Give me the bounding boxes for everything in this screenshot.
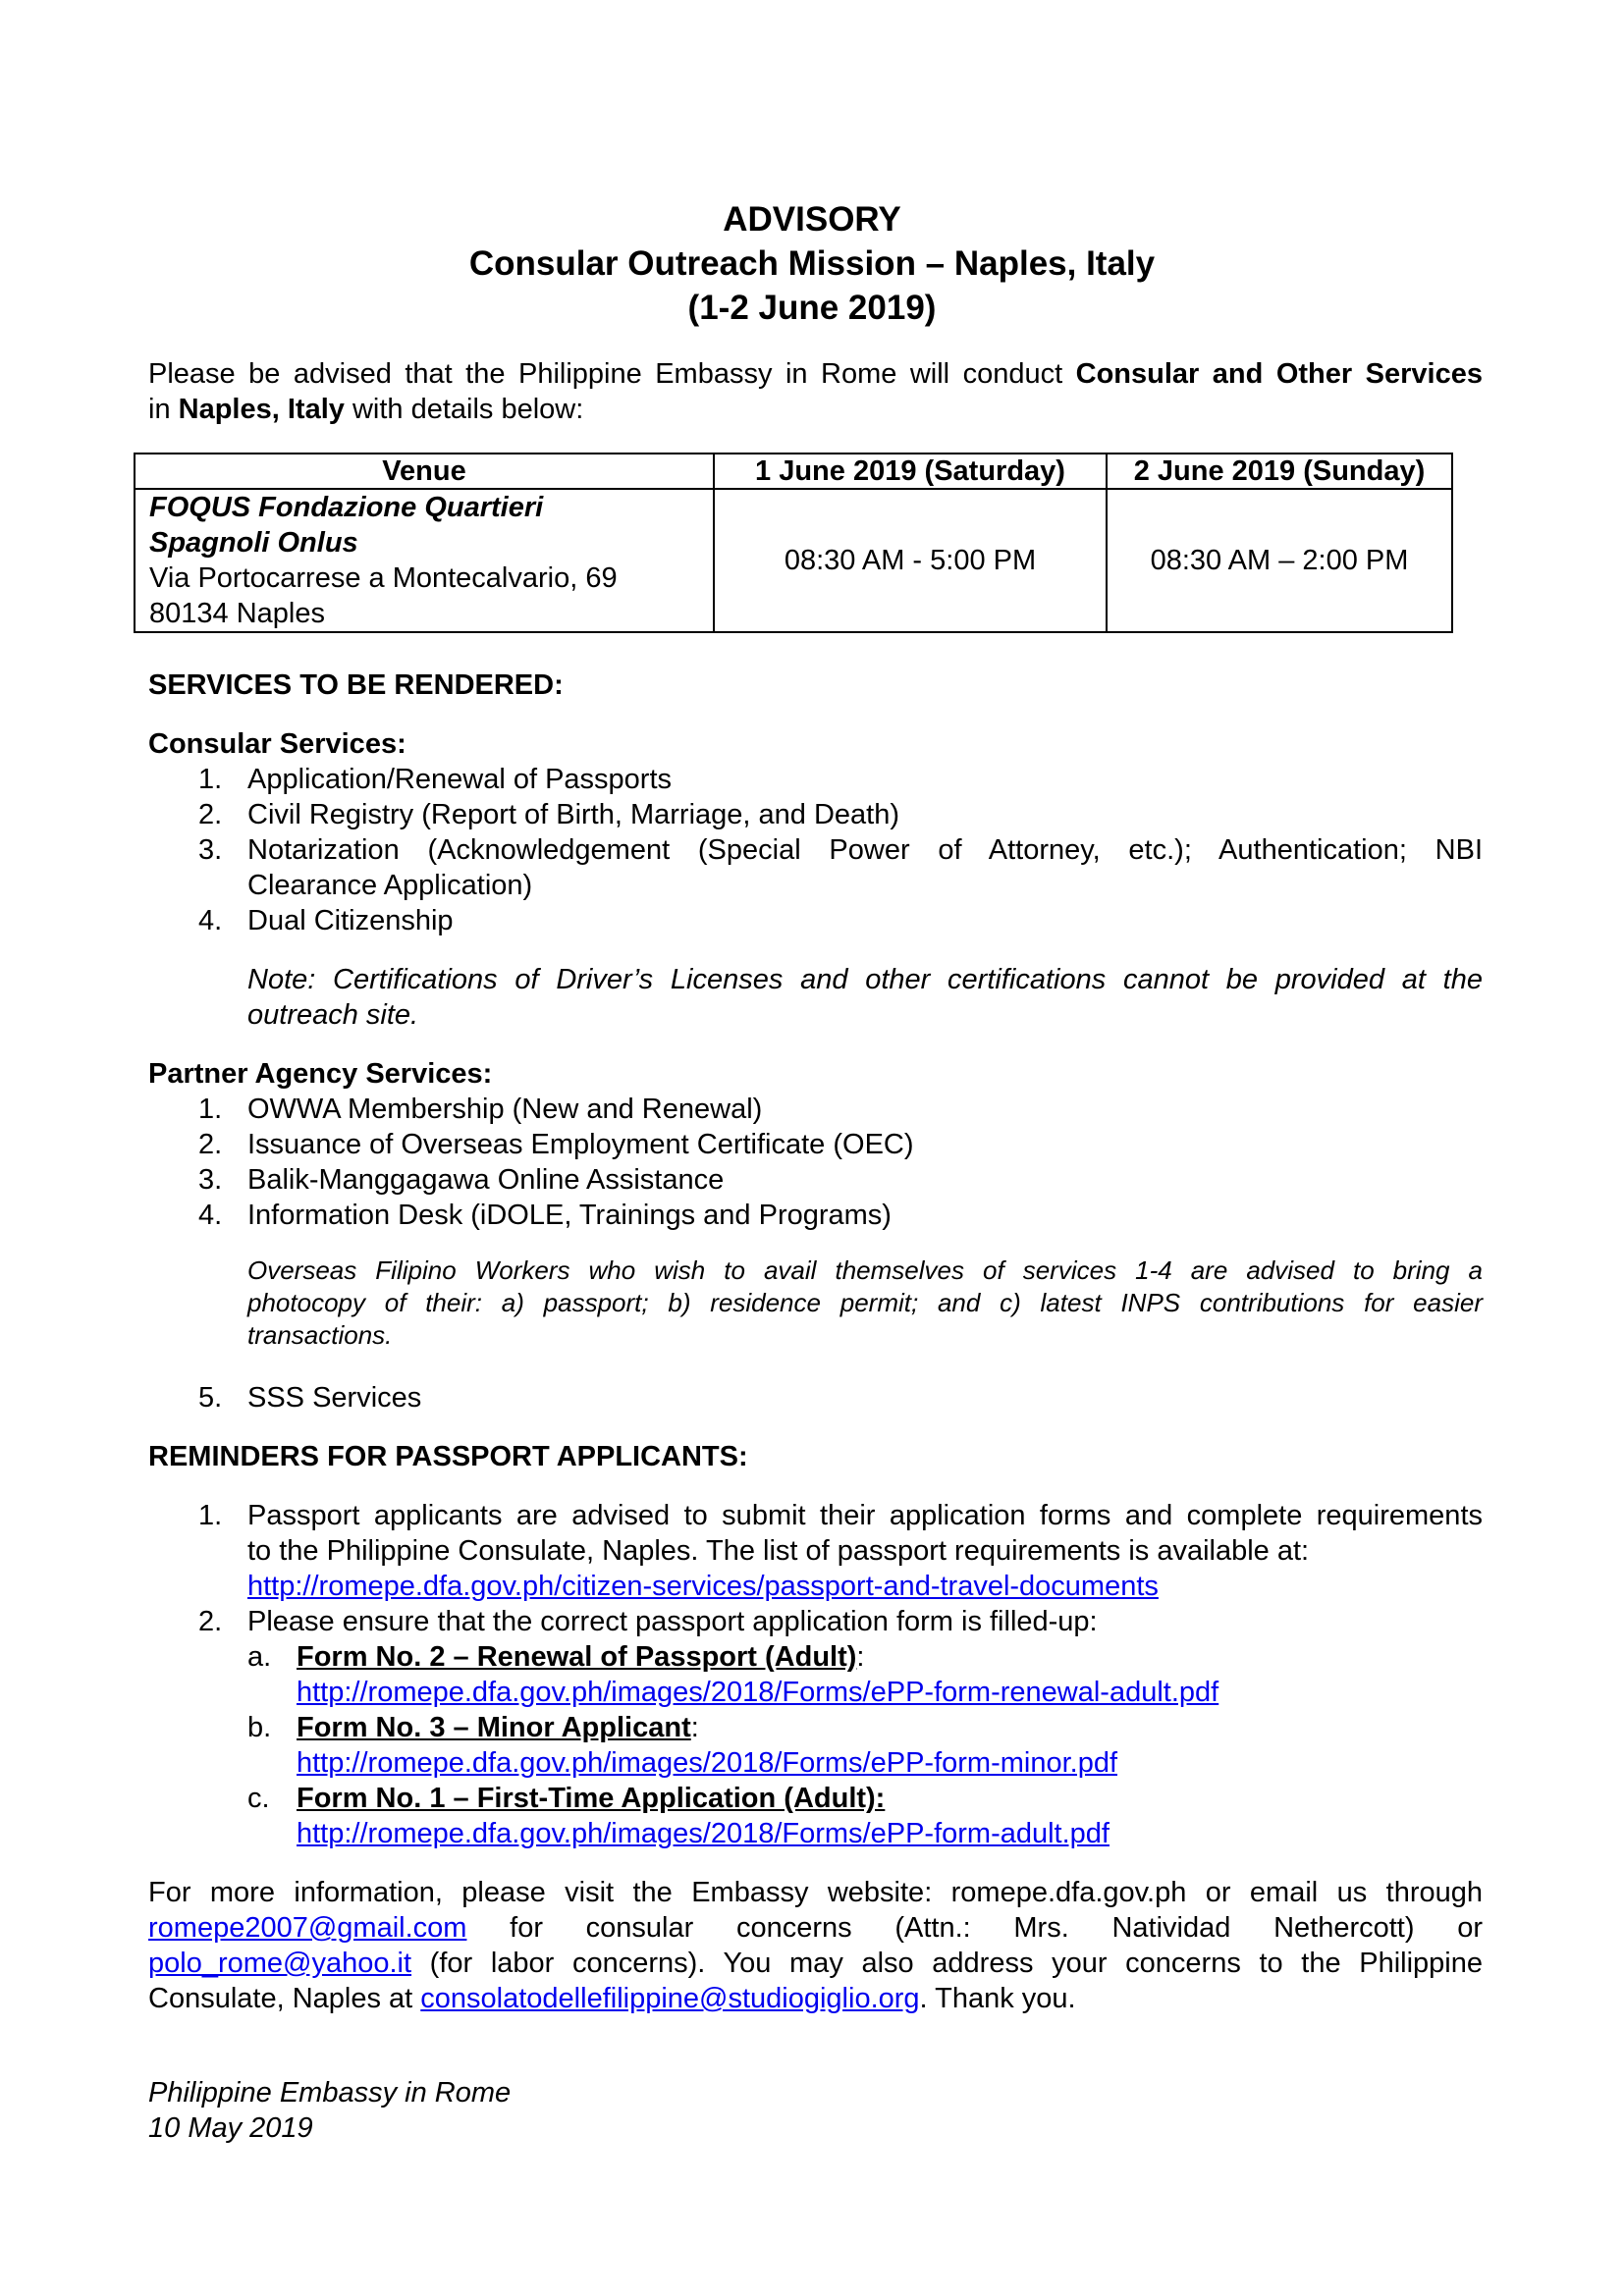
reminder-1: Passport applicants are advised to submit their application forms and complete requirements [247,1500,1483,1531]
list-item: Notarization (Acknowledgement (Special Power of Attorney, etc.); Authentication; NBI [247,834,1483,866]
list-number: 5. [198,1382,223,1414]
list-item: Issuance of Overseas Employment Certificate (OEC) [247,1129,914,1160]
venue-name-cont: Spagnoli Onlus [149,527,358,559]
list-number: 1. [198,764,223,795]
form-name: Form No. 2 – Renewal of Passport (Adult): [297,1641,865,1673]
venue-address: Via Portocarrese a Montecalvario, 69 [149,562,618,594]
info-paragraph: For more information, please visit the Embassy website: romepe.dfa.gov.ph or email us through [148,1877,1483,1908]
th-sunday: 2 June 2019 (Sunday) [1107,454,1452,489]
list-number: 2. [198,799,223,830]
th-saturday: 1 June 2019 (Saturday) [714,454,1107,489]
doc-title: ADVISORY [723,200,901,239]
form-letter: a. [247,1641,272,1673]
form-minor-link[interactable]: http://romepe.dfa.gov.ph/images/2018/Forms/ePP-form-minor.pdf [297,1747,1118,1779]
form-letter: c. [247,1783,270,1814]
list-item: OWWA Membership (New and Renewal) [247,1094,763,1125]
list-number: 4. [198,905,223,936]
intro-paragraph: Please be advised that the Philippine Embassy in Rome will conduct Consular and Other Services [148,358,1483,390]
table-row [135,489,1452,632]
ofw-note: Overseas Filipino Workers who wish to avail themselves of services 1-4 are advised to bring a [247,1255,1483,1285]
list-number: 1. [198,1094,223,1125]
list-number: 4. [198,1200,223,1231]
list-item: Information Desk (iDOLE, Trainings and Programs) [247,1200,892,1231]
services-heading: SERVICES TO BE RENDERED: [148,669,564,701]
list-item: Balik-Manggagawa Online Assistance [247,1164,725,1196]
table-header-row [135,454,1452,489]
info-paragraph-line2: romepe2007@gmail.com for consular concerns (Attn.: Mrs. Natividad Nethercott) or [148,1912,1483,1944]
doc-date-range: (1-2 June 2019) [687,289,937,327]
signature-org: Philippine Embassy in Rome [148,2077,512,2109]
schedule-table [134,453,1453,633]
consular-note: Note: Certifications of Driver’s Licenses and other certifications cannot be provided at the [247,964,1483,995]
ofw-note-cont: photocopy of their: a) passport; b) residence permit; and c) latest INPS contributions for easier [247,1288,1483,1317]
venue-postal: 80134 Naples [149,598,325,629]
partner-heading: Partner Agency Services: [148,1058,493,1090]
saturday-hours: 08:30 AM - 5:00 PM [714,489,1107,632]
th-venue: Venue [135,454,714,489]
venue-name: FOQUS Fondazione Quartieri [149,492,544,523]
list-number: 1. [198,1500,223,1531]
doc-subtitle: Consular Outreach Mission – Naples, Italy [468,244,1156,283]
signature-date: 10 May 2019 [148,2112,313,2144]
form-name: Form No. 3 – Minor Applicant: [297,1712,699,1743]
list-number: 2. [198,1129,223,1160]
list-item: SSS Services [247,1382,422,1414]
list-item-cont: Clearance Application) [247,870,533,901]
venue-cell [135,489,714,632]
reminder-2: Please ensure that the correct passport application form is filled-up: [247,1606,1098,1637]
form-renewal-link[interactable]: http://romepe.dfa.gov.ph/images/2018/Forms/ePP-form-renewal-adult.pdf [297,1677,1219,1708]
info-paragraph-line3: polo_rome@yahoo.it (for labor concerns). You may also address your concerns to the Philippine [148,1948,1483,1979]
form-adult-link[interactable]: http://romepe.dfa.gov.ph/images/2018/Forms/ePP-form-adult.pdf [297,1818,1110,1849]
list-number: 3. [198,834,223,866]
passport-requirements-link[interactable]: http://romepe.dfa.gov.ph/citizen-services/passport-and-travel-documents [247,1571,1159,1602]
email-consular-link[interactable]: romepe2007@gmail.com [148,1912,467,1944]
intro-paragraph-cont: in Naples, Italy with details below: [148,394,584,425]
sunday-hours: 08:30 AM – 2:00 PM [1107,489,1452,632]
list-number: 2. [198,1606,223,1637]
reminders-heading: REMINDERS FOR PASSPORT APPLICANTS: [148,1441,748,1472]
list-item: Dual Citizenship [247,905,454,936]
form-letter: b. [247,1712,272,1743]
reminder-1-cont: to the Philippine Consulate, Naples. The list of passport requirements is available at: [247,1535,1310,1567]
ofw-note-end: transactions. [247,1320,393,1350]
form-name: Form No. 1 – First-Time Application (Adult): [297,1783,886,1814]
consular-heading: Consular Services: [148,728,406,760]
list-item: Application/Renewal of Passports [247,764,673,795]
email-consulate-link[interactable]: consolatodellefilippine@studiogiglio.org [420,1983,920,2014]
list-number: 3. [198,1164,223,1196]
email-labor-link[interactable]: polo_rome@yahoo.it [148,1948,412,1979]
info-paragraph-line4: Consulate, Naples at consolatodellefilippine@studiogiglio.org. Thank you. [148,1983,1076,2014]
list-item: Civil Registry (Report of Birth, Marriage, and Death) [247,799,900,830]
consular-note-cont: outreach site. [247,999,419,1031]
